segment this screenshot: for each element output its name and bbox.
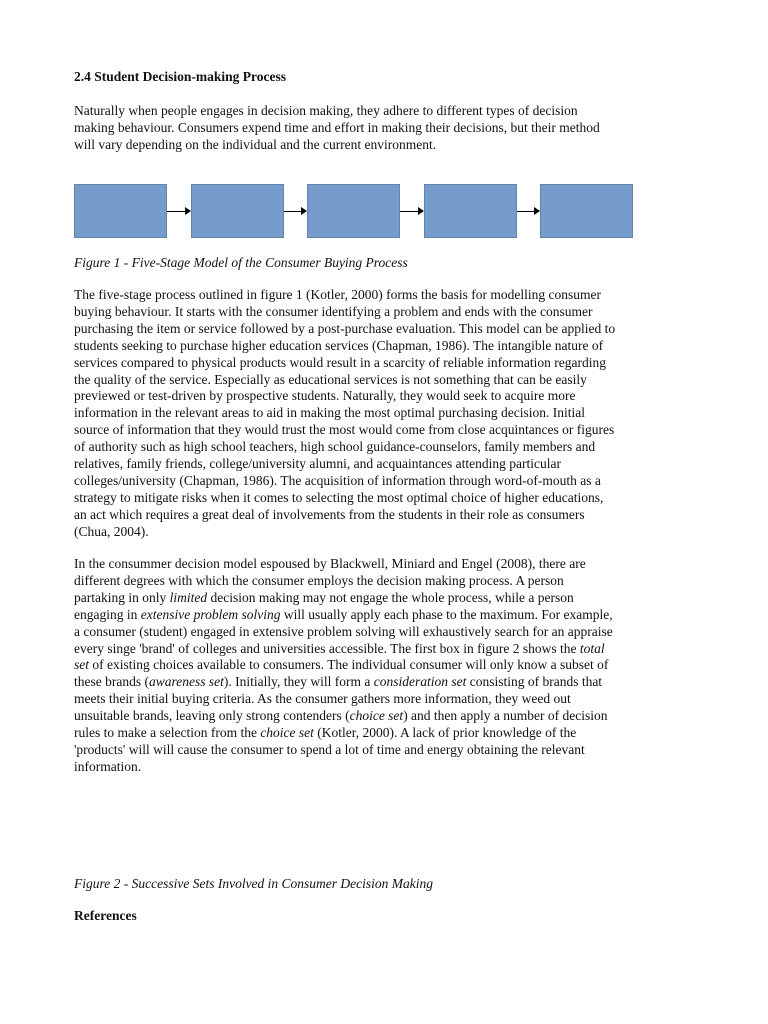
- text-line: of authority such as high school teachers, high school guidance-counselors, family members and: [74, 439, 596, 455]
- italic-term: choice set: [260, 725, 314, 741]
- italic-term: choice set: [349, 708, 404, 724]
- text-line: [74, 725, 698, 742]
- decision-model-paragraph: [74, 556, 698, 776]
- text-segment: information.: [74, 758, 142, 774]
- text-line: [74, 624, 698, 641]
- figure2-caption: Figure 2 - Successive Sets Involved in Consumer Decision Making: [74, 876, 434, 891]
- text-line: previewed or test-driven by prospective students. Naturally, they would seek to acquire more: [74, 388, 576, 404]
- stage-box: [191, 184, 284, 238]
- text-line: [74, 691, 698, 708]
- figure1-caption: Figure 1 - Five-Stage Model of the Consumer Buying Process: [74, 255, 408, 270]
- text-segment: (Kotler, 2000). A lack of prior knowledge of the: [313, 725, 577, 741]
- text-line: information in the relevant areas to aid in making the most optimal purchasing decision. Initial: [74, 405, 585, 421]
- text-segment: of existing choices available to consumers. The individual consumer will only know a subset of: [89, 657, 609, 673]
- text-segment: In the consummer decision model espoused by Blackwell, Miniard and Engel (2008), there are: [74, 556, 586, 571]
- text-segment: consisting of brands that: [466, 674, 603, 690]
- text-line: [74, 674, 698, 691]
- text-line: Naturally when people engages in decision making, they adhere to different types of decision: [74, 103, 578, 118]
- text-segment: partaking in only: [74, 589, 170, 605]
- text-line: [74, 742, 698, 759]
- text-segment: rules to make a selection from the: [74, 725, 261, 741]
- italic-term: extensive problem solving: [140, 606, 281, 622]
- text-line: buying behaviour. It starts with the consumer identifying a problem and ends with the consumer: [74, 303, 593, 319]
- stage-box: [540, 184, 633, 238]
- stage-box: [424, 184, 517, 238]
- text-line: making behaviour. Consumers expend time and effort in making their decisions, but their method: [74, 119, 600, 135]
- arrow-line: [284, 211, 302, 212]
- section-heading: 2.4 Student Decision-making Process: [74, 69, 287, 84]
- text-segment: different degrees with which the consumer employs the decision making process. A person: [74, 572, 564, 588]
- text-line: [74, 657, 698, 674]
- text-line: source of information that they would trust the most would come from close acquintances or figures: [74, 422, 615, 438]
- italic-term: set: [74, 657, 89, 673]
- text-line: colleges/university (Chapman, 1986). The acquisition of information through word-of-mouth as a: [74, 472, 601, 488]
- text-line: [74, 556, 698, 573]
- five-stage-paragraph: [74, 287, 698, 541]
- text-segment: meets their initial buying criteria. As the consumer gathers more information, they weed out: [74, 691, 571, 707]
- italic-term: total: [579, 640, 605, 656]
- text-line: [74, 708, 698, 725]
- italic-term: awareness set: [148, 674, 224, 690]
- text-segment: ) and then apply a number of decision: [403, 708, 608, 724]
- intro-paragraph: [74, 103, 698, 154]
- text-line: relatives, family friends, college/university alumni, and acquaintances attending particular: [74, 456, 561, 472]
- text-line: purchasing the item or service followed by a post-purchase evaluation. This model can be applied to: [74, 320, 616, 336]
- text-segment: 'products' will will cause the consumer to spend a lot of time and energy obtaining the relevant: [74, 741, 585, 757]
- italic-term: consideration set: [373, 674, 467, 690]
- text-segment: decision making may not engage the whole process, while a person: [207, 589, 574, 605]
- text-line: The five-stage process outlined in figure 1 (Kotler, 2000) forms the basis for modelling consumer: [74, 287, 601, 302]
- text-line: [74, 641, 698, 658]
- arrow-line: [167, 211, 185, 212]
- italic-term: limited: [169, 589, 208, 605]
- text-segment: a consumer (student) engaged in extensive problem solving will exhaustively search for an appraise: [74, 623, 613, 639]
- text-line: students seeking to purchase higher education services (Chapman, 1986). The intangible nature of: [74, 337, 604, 353]
- text-line: [74, 573, 698, 590]
- text-segment: every singe 'brand' of colleges and universities accessible. The first box in figure 2 shows the: [74, 640, 580, 656]
- text-line: services compared to physical products would result in a scarcity of reliable information regarding: [74, 354, 606, 370]
- text-segment: engaging in: [74, 606, 141, 622]
- text-line: [74, 759, 698, 776]
- text-segment: unsuitable brands, leaving only strong contenders (: [74, 708, 350, 724]
- arrow-line: [400, 211, 418, 212]
- arrow-line: [517, 211, 535, 212]
- text-line: will vary depending on the individual and the current environment.: [74, 136, 437, 152]
- text-line: [74, 607, 698, 624]
- text-line: (Chua, 2004).: [74, 523, 149, 539]
- stage-box: [307, 184, 400, 238]
- references-heading: References: [74, 908, 137, 923]
- text-line: strategy to mitigate risks when it comes to selecting the most optimal choice of higher educations,: [74, 489, 604, 505]
- text-line: [74, 590, 698, 607]
- five-stage-diagram: [74, 184, 634, 242]
- text-segment: will usually apply each phase to the maximum. For example,: [280, 606, 613, 622]
- stage-box: [74, 184, 167, 238]
- text-line: an act which requires a great deal of involvements from the students in their role as consumers: [74, 506, 585, 522]
- text-segment: these brands (: [74, 674, 149, 690]
- text-line: the quality of the service. Especially as educational services is not something that can be easily: [74, 371, 587, 387]
- text-segment: ). Initially, they will form a: [223, 674, 374, 690]
